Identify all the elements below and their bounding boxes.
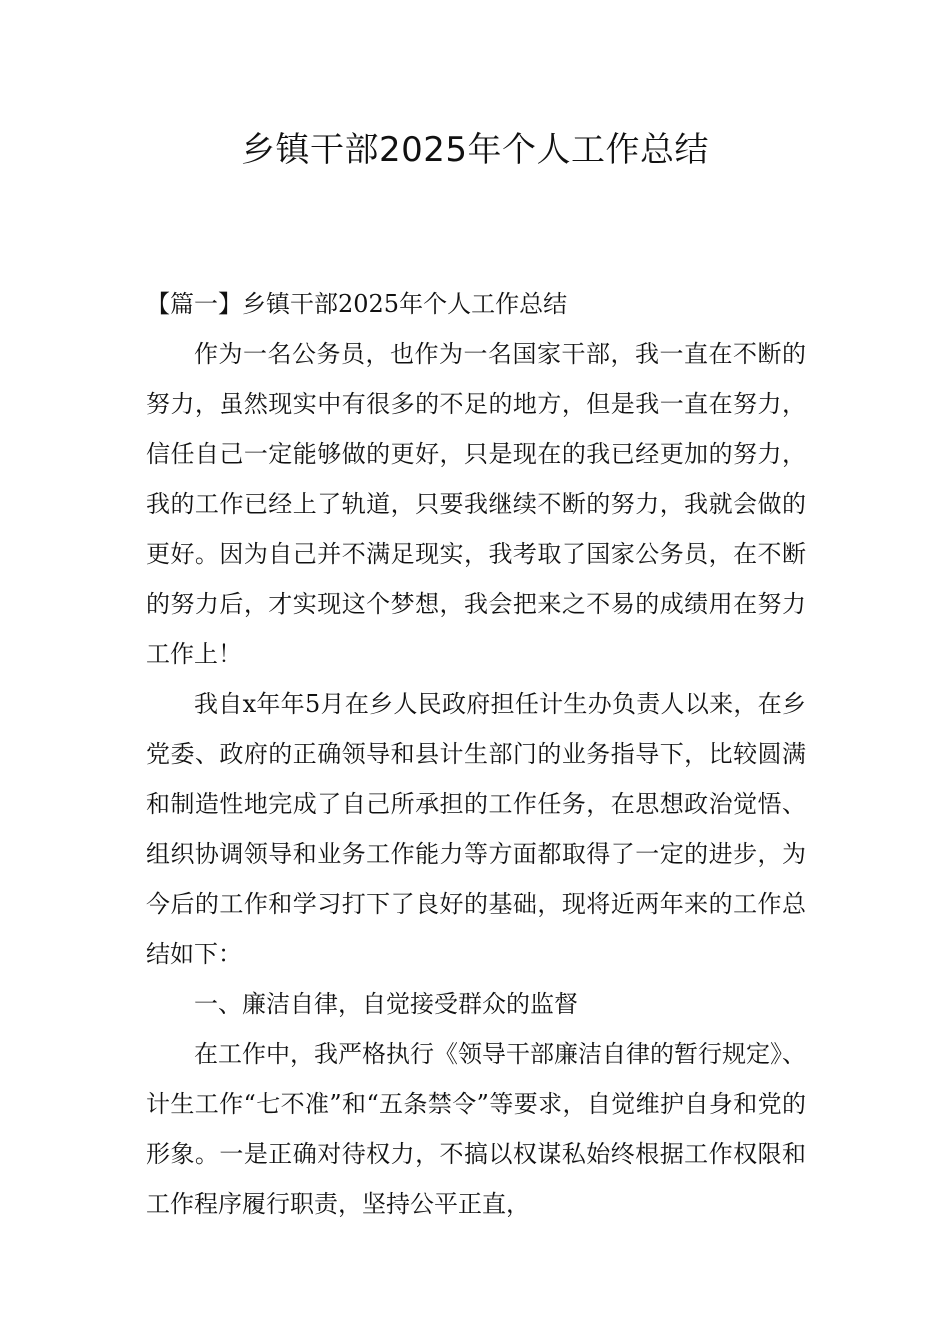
document-title: 乡镇干部2025年个人工作总结: [240, 130, 710, 170]
document-body: [146, 279, 806, 1229]
paragraph-background: 我自x年年5月在乡人民政府担任计生办负责人以来，在乡党委、政府的正确领导和县计生部门的业务指导下，比较圆满和制造性地完成了自己所承担的工作任务，在思想政治觉悟、组织协调领导和业务工作能力等方面都取得了一定的进步，为今后的工作和学习打下了良好的基础，现将近两年来的工作总结如下：: [146, 690, 806, 968]
section-heading: 【篇一】乡镇干部2025年个人工作总结: [146, 290, 568, 318]
subheading-integrity: 一、廉洁自律，自觉接受群众的监督: [194, 990, 578, 1018]
paragraph-intro: 作为一名公务员，也作为一名国家干部，我一直在不断的努力，虽然现实中有很多的不足的地方，但是我一直在努力，信任自己一定能够做的更好，只是现在的我已经更加的努力，我的工作已经上了轨道，只要我继续不断的努力，我就会做的更好。因为自己并不满足现实，我考取了国家公务员，在不断的努力后，才实现这个梦想，我会把来之不易的成绩用在努力工作上！: [146, 340, 806, 668]
paragraph-integrity: 在工作中，我严格执行《领导干部廉洁自律的暂行规定》、计生工作“七不准”和“五条禁令”等要求，自觉维护自身和党的形象。一是正确对待权力，不搞以权谋私始终根据工作权限和工作程序履行职责，坚持公平正直，: [146, 1040, 806, 1218]
